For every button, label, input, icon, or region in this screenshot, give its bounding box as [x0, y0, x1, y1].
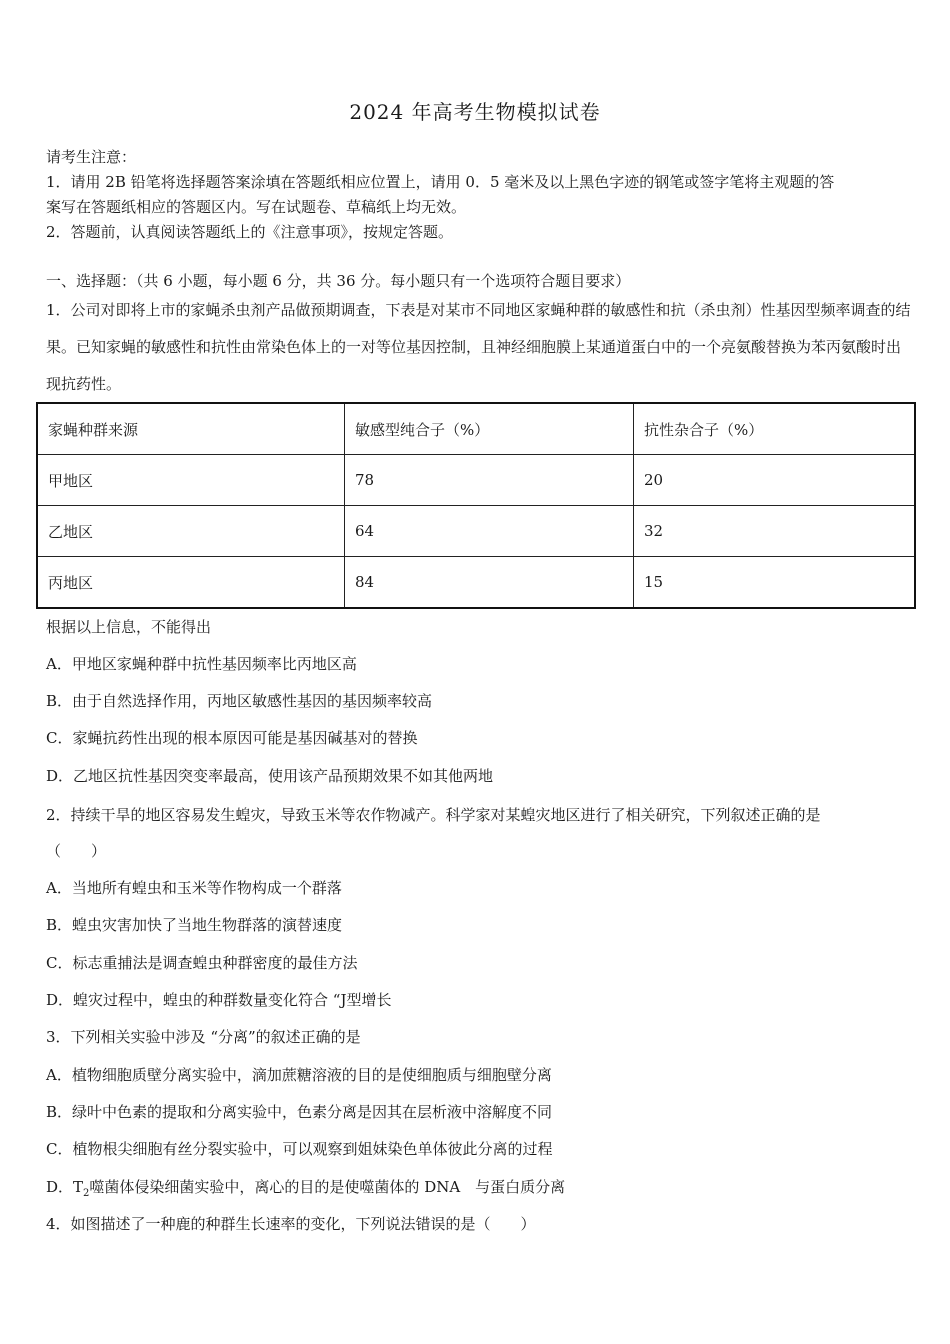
notice-item-2: 2．答题前，认真阅读答题纸上的《注意事项》，按规定答题。: [46, 223, 454, 241]
table-header-row: [37, 403, 915, 455]
question-1-option-c: C．家蝇抗药性出现的根本原因可能是基因碱基对的替换: [46, 729, 418, 747]
genotype-frequency-table: [36, 402, 916, 609]
section-heading: 一、选择题：（共 6 小题，每小题 6 分，共 36 分。每小题只有一个选项符合题目要求）: [46, 272, 631, 290]
notice-item-1-line-2: 案写在答题纸相应的答题区内。写在试题卷、草稿纸上均无效。: [46, 198, 467, 216]
table-header-cell: 家蝇种群来源: [37, 403, 345, 455]
question-1-stem: 1．公司对即将上市的家蝇杀虫剂产品做预期调查，下表是对某市不同地区家蝇种群的敏感性和抗（杀虫剂）性基因型频率调查的结果。已知家蝇的敏感性和抗性由常染色体上的一对等位基因控制，且神经细胞膜上某通道蛋白中的一个亮氨酸替换为苯丙氨酸时出现抗药性。: [46, 301, 911, 393]
question-1-prompt: 根据以上信息，不能得出: [46, 618, 212, 636]
notice-heading: 请考生注意：: [46, 148, 137, 166]
question-1-option-b: B．由于自然选择作用，丙地区敏感性基因的基因频率较高: [46, 692, 433, 710]
question-3-option-a: A．植物细胞质壁分离实验中，滴加蔗糖溶液的目的是使细胞质与细胞壁分离: [46, 1066, 552, 1084]
question-2-option-d: D．蝗灾过程中，蝗虫的种群数量变化符合 “J型增长: [46, 991, 392, 1009]
table-cell: 乙地区: [37, 506, 345, 557]
question-3-stem: 3．下列相关实验中涉及 “分离”的叙述正确的是: [46, 1028, 361, 1046]
table-cell: 20: [634, 455, 916, 506]
table-cell: 32: [634, 506, 916, 557]
table-header-cell: 抗性杂合子（%）: [634, 403, 916, 455]
table-row: [37, 455, 915, 506]
question-4-stem: 4．如图描述了一种鹿的种群生长速率的变化，下列说法错误的是（ ）: [46, 1215, 536, 1233]
table-cell: 丙地区: [37, 557, 345, 609]
question-3-option-c: C．植物根尖细胞有丝分裂实验中，可以观察到姐妹染色单体彼此分离的过程: [46, 1140, 553, 1158]
question-3-option-b: B．绿叶中色素的提取和分离实验中，色素分离是因其在层析液中溶解度不同: [46, 1103, 553, 1121]
table-row: [37, 557, 915, 609]
option-d-prefix: D．T: [46, 1178, 84, 1196]
question-2-option-c: C．标志重捕法是调查蝗虫种群密度的最佳方法: [46, 954, 358, 972]
question-1-option-a: A．甲地区家蝇种群中抗性基因频率比丙地区高: [46, 655, 357, 673]
question-2-stem: 2．持续干旱的地区容易发生蝗灾，导致玉米等农作物减产。科学家对某蝗灾地区进行了相关研究，下列叙述正确的是: [46, 806, 821, 824]
question-2-option-b: B．蝗虫灾害加快了当地生物群落的演替速度: [46, 916, 343, 934]
table-cell: 15: [634, 557, 916, 609]
question-3-option-d: [46, 1176, 565, 1199]
table-cell: 64: [345, 506, 634, 557]
option-d-suffix: 噬菌体侵染细菌实验中，离心的目的是使噬菌体的 DNA 与蛋白质分离: [89, 1178, 566, 1196]
question-1-option-d: D．乙地区抗性基因突变率最高，使用该产品预期效果不如其他两地: [46, 767, 494, 785]
question-2-blank: （ ）: [46, 842, 107, 860]
notice-item-1-line-1: 1．请用 2B 铅笔将选择题答案涂填在答题纸相应位置上，请用 0．5 毫米及以上黑色字迹的钢笔或签字笔将主观题的答: [46, 173, 835, 191]
table-header-cell: 敏感型纯合子（%）: [345, 403, 634, 455]
subscript-2: 2: [83, 1188, 90, 1199]
table-row: [37, 506, 915, 557]
table-cell: 84: [345, 557, 634, 609]
page-title: 2024 年高考生物模拟试卷: [349, 100, 601, 124]
table-cell: 甲地区: [37, 455, 345, 506]
table-cell: 78: [345, 455, 634, 506]
question-2-option-a: A．当地所有蝗虫和玉米等作物构成一个群落: [46, 879, 342, 897]
